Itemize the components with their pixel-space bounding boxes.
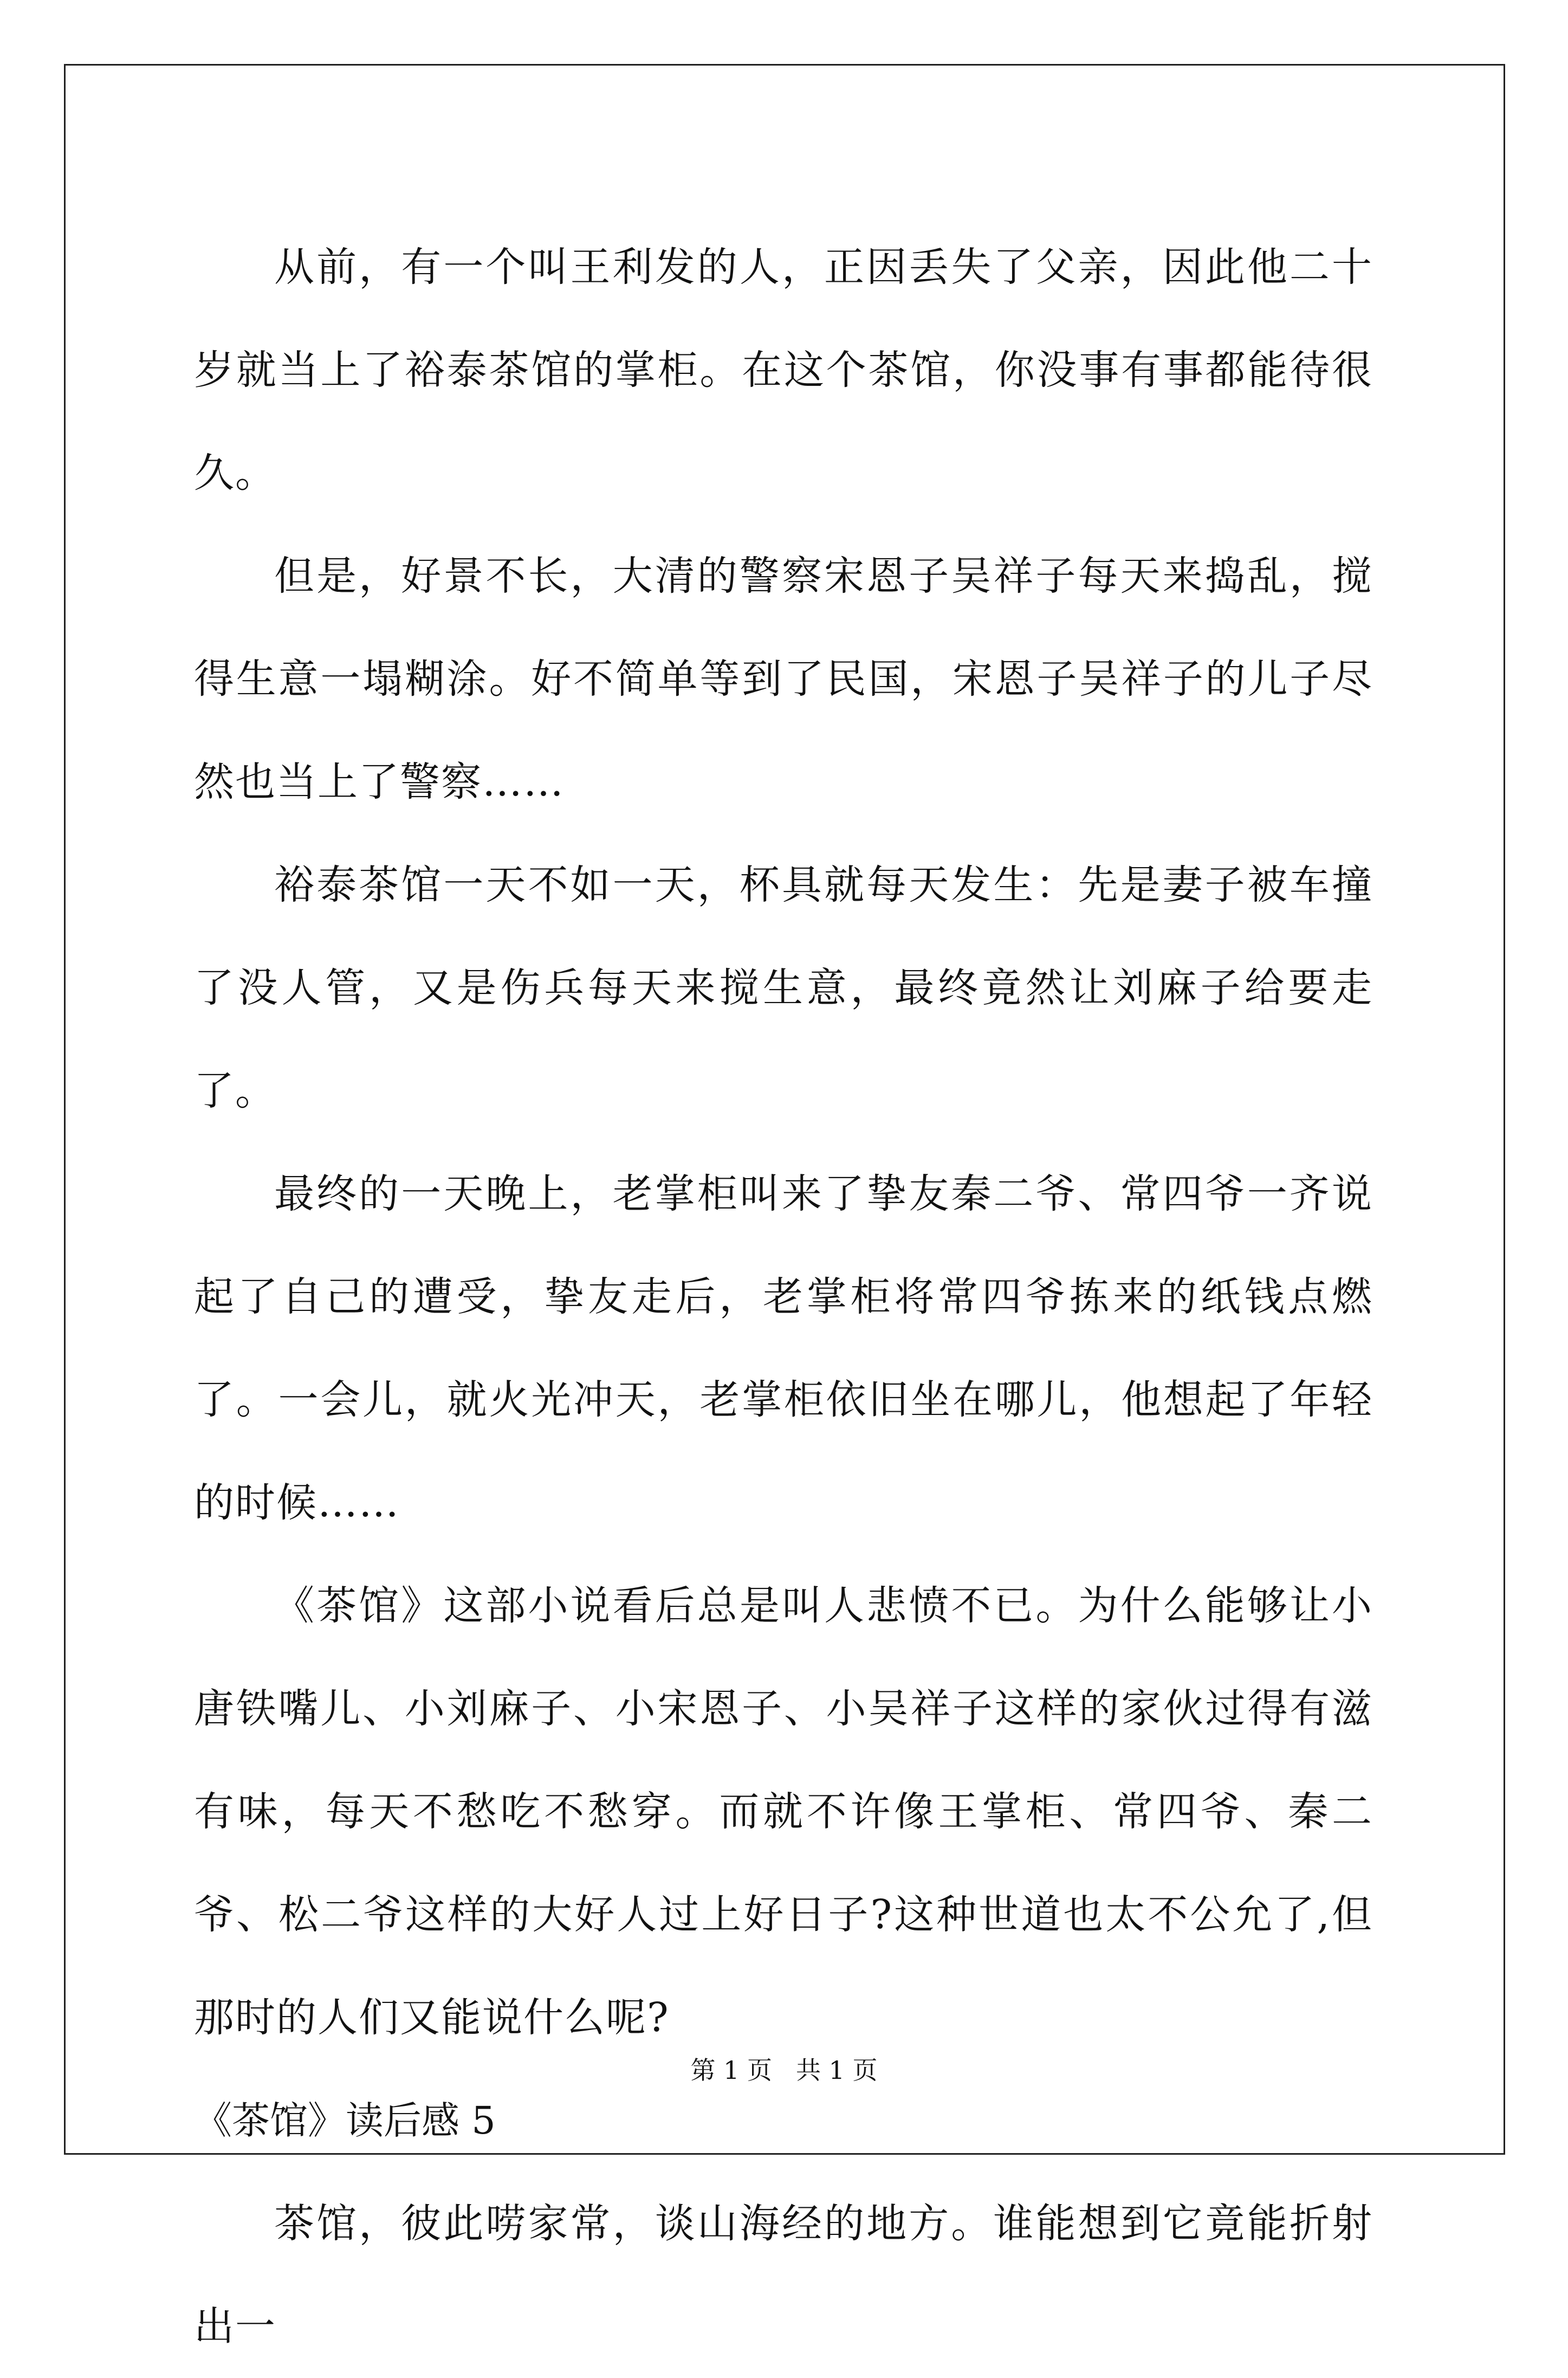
page-footer xyxy=(0,2054,1568,2086)
section-heading: 《茶馆》读后感 5 xyxy=(194,2098,496,2143)
paragraph: 最终的一天晚上，老掌柜叫来了挚友秦二爷、常四爷一齐说起了自己的遭受，挚友走后，老掌柜将常四爷拣来的纸钱点燃了。一会儿，就火光冲天，老掌柜依旧坐在哪儿，他想起了年轻的时候…… xyxy=(194,1171,1373,1526)
paragraph: 从前，有一个叫王利发的人，正因丢失了父亲，因此他二十岁就当上了裕泰茶馆的掌柜。在这个茶馆，你没事有事都能待很久。 xyxy=(194,244,1373,496)
paragraph: 但是，好景不长，大清的警察宋恩子吴祥子每天来捣乱，搅得生意一塌糊涂。好不简单等到了民国，宋恩子吴祥子的儿子尽然也当上了警察…… xyxy=(194,553,1373,805)
page-number: 第 1 页 xyxy=(690,2056,772,2085)
paragraph: 《茶馆》这部小说看后总是叫人悲愤不已。为什么能够让小唐铁嘴儿、小刘麻子、小宋恩子、小吴祥子这样的家伙过得有滋有味，每天不愁吃不愁穿。而就不许像王掌柜、常四爷、秦二爷、松二爷这样的大好人过上好日子?这种世道也太不公允了,但那时的人们又能说什么呢? xyxy=(194,1582,1373,2041)
paragraph: 裕泰茶馆一天不如一天，杯具就每天发生：先是妻子被车撞了没人管，又是伤兵每天来搅生意，最终竟然让刘麻子给要走了。 xyxy=(194,862,1373,1114)
page-total: 共 1 页 xyxy=(796,2056,878,2085)
paragraph: 茶馆，彼此唠家常，谈山海经的地方。谁能想到它竟能折射出一 xyxy=(194,2200,1373,2350)
